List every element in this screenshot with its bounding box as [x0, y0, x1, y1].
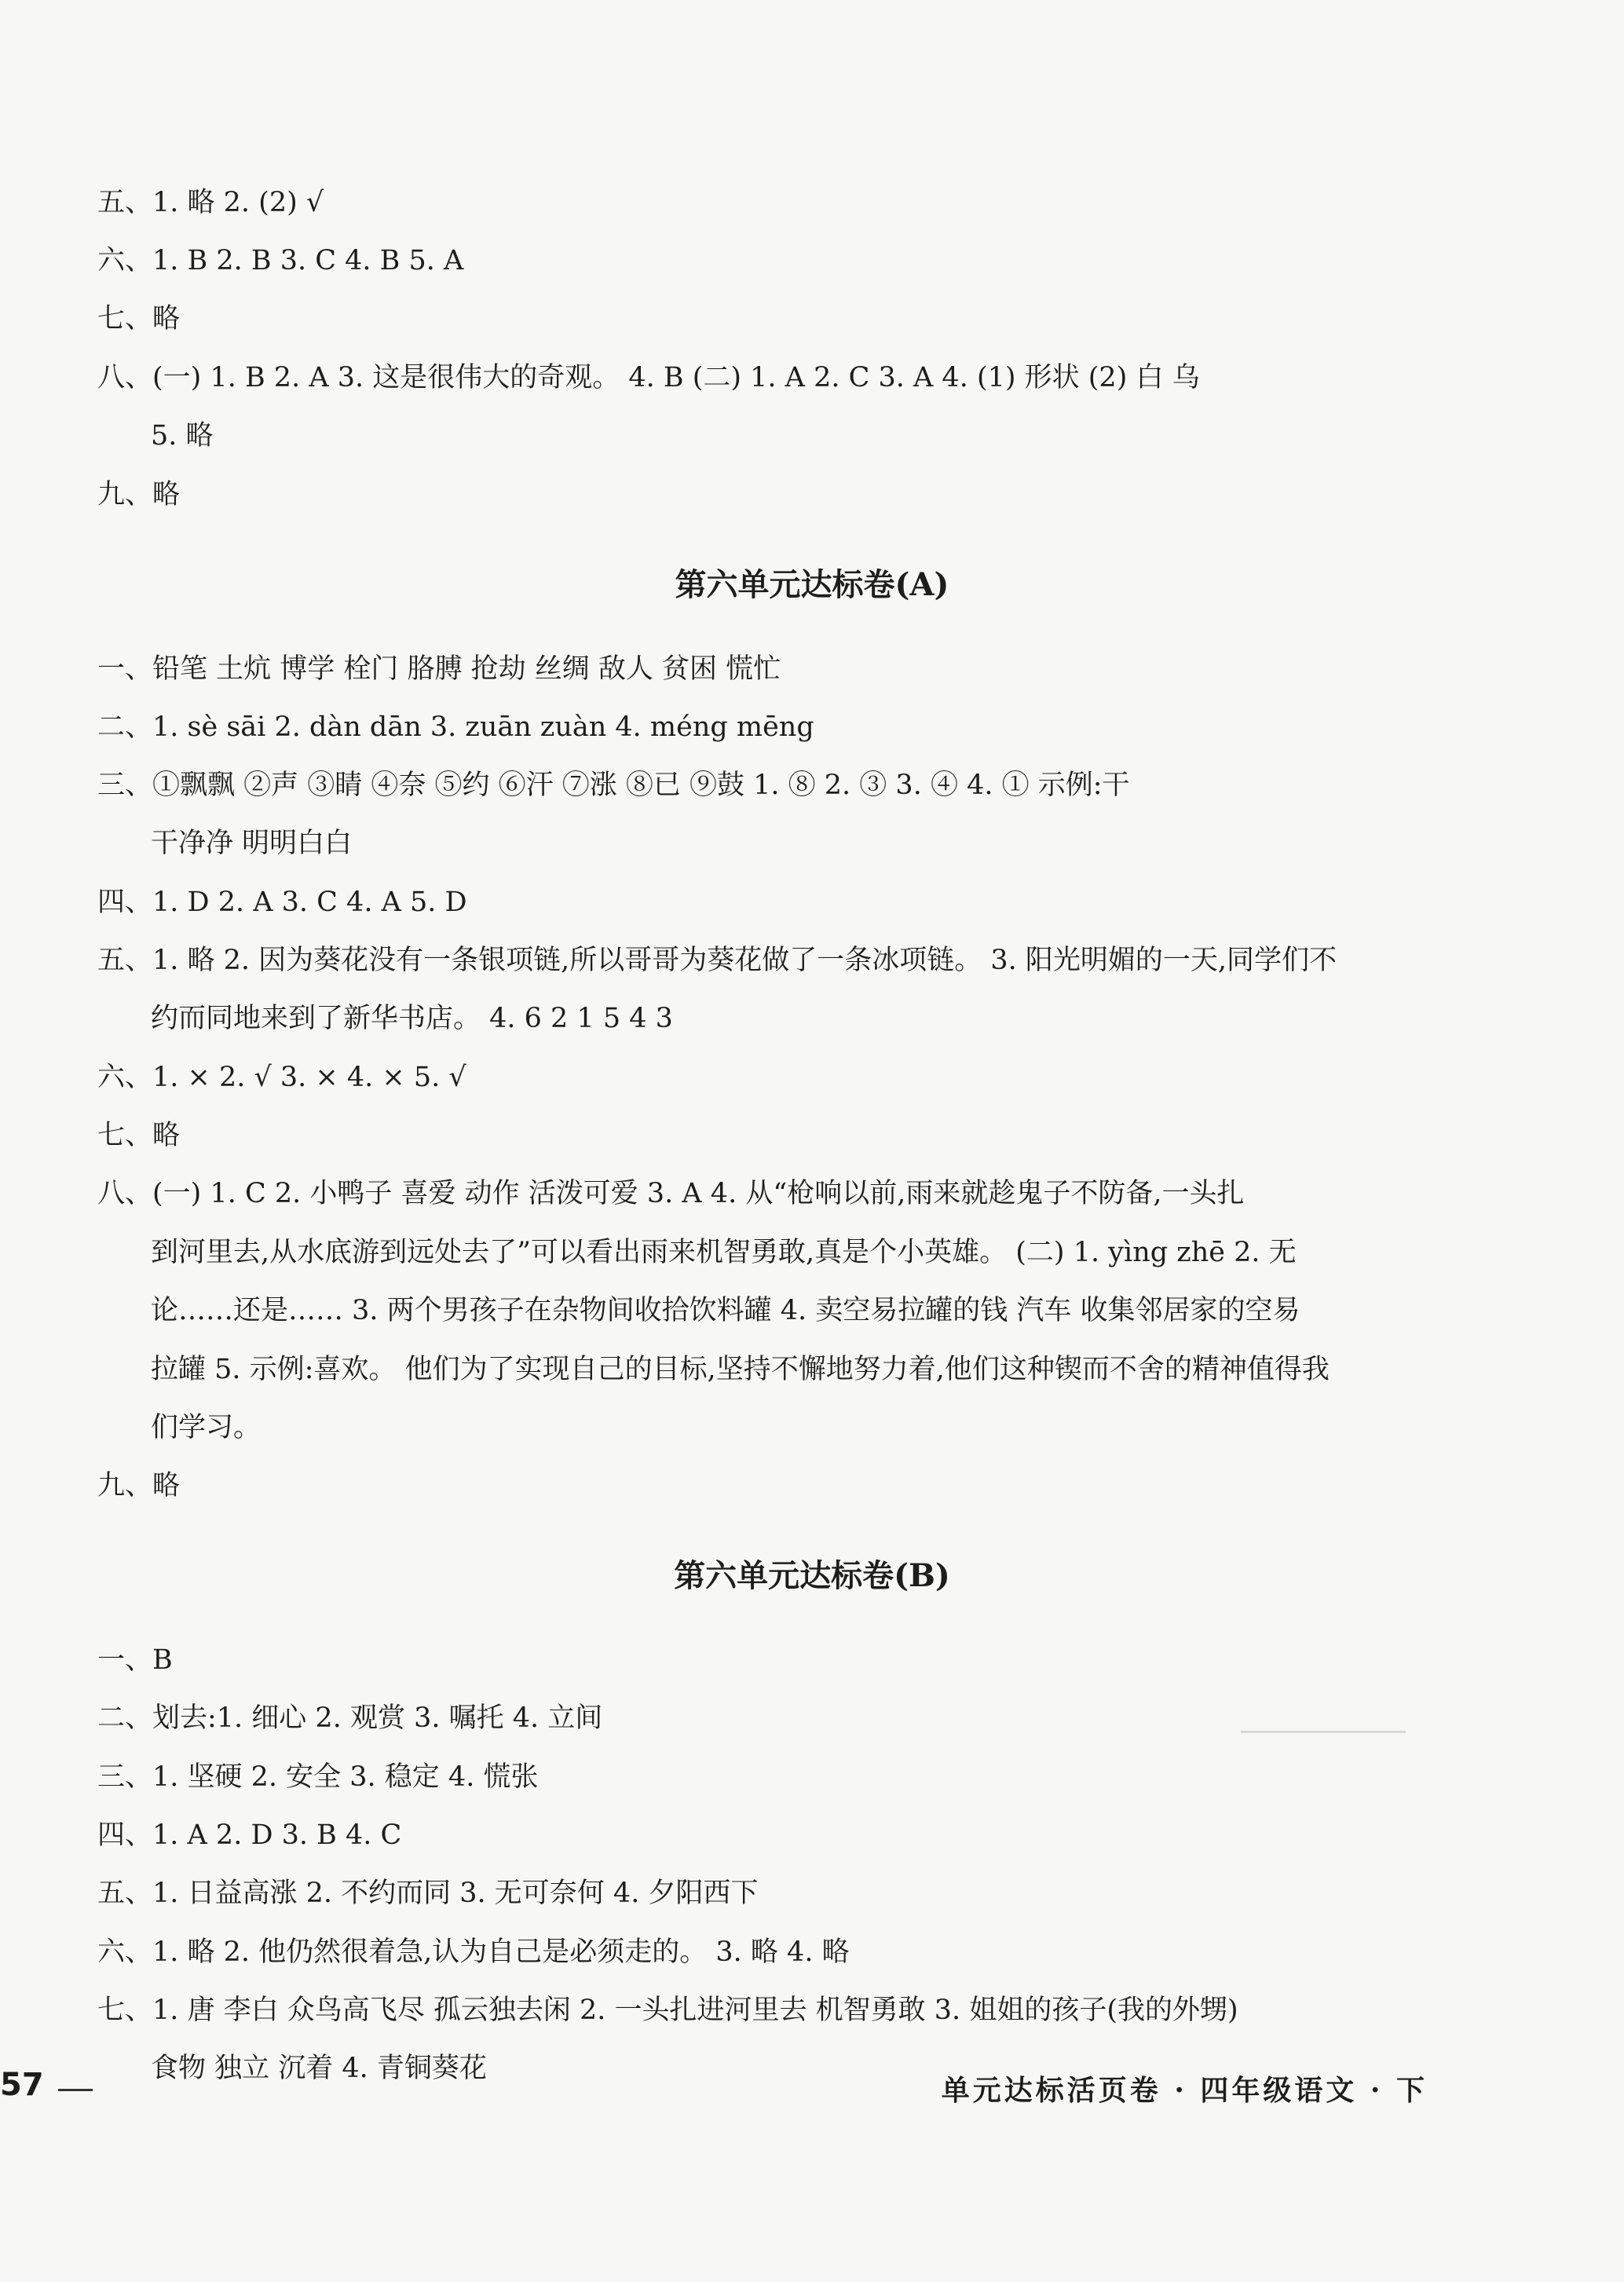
answer-line: 一、B	[97, 1644, 173, 1676]
answer-line: 七、略	[97, 1120, 181, 1151]
answer-line: 食物 独立 沉着 4. 青铜葵花	[151, 2053, 487, 2084]
answer-line: 论……还是…… 3. 两个男孩子在杂物间收拾饮料罐 4. 卖空易拉罐的钱 汽车 收集邻居家的空易	[151, 1295, 1300, 1326]
answer-line: 七、1. 唐 李白 众鸟高飞尽 孤云独去闲 2. 一头扎进河里去 机智勇敢 3. 姐姐的孩子(我的外甥)	[97, 1995, 1238, 2026]
answer-line: 五、1. 日益高涨 2. 不约而同 3. 无可奈何 4. 夕阳西下	[97, 1878, 759, 1909]
scan-mark	[1241, 1731, 1406, 1733]
section-title: 第六单元达标卷(B)	[674, 1557, 950, 1594]
book-title: 单元达标活页卷 · 四年级语文 · 下	[941, 2074, 1428, 2107]
answer-line: 四、1. D 2. A 3. C 4. A 5. D	[97, 887, 467, 918]
answer-line: 九、略	[97, 1470, 181, 1501]
answer-line: 五、1. 略 2. (2) √	[97, 187, 324, 218]
answer-line: 们学习。	[151, 1412, 262, 1443]
answer-line: 六、1. B 2. B 3. C 4. B 5. A	[97, 245, 464, 276]
answer-line: 二、划去:1. 细心 2. 观赏 3. 嘱托 4. 立间	[97, 1702, 603, 1734]
answer-line: 五、1. 略 2. 因为葵花没有一条银项链,所以哥哥为葵花做了一条冰项链。 3. 阳光明媚的一天,同学们不	[97, 945, 1337, 976]
answer-line: 5. 略	[151, 420, 214, 452]
answer-line: 四、1. A 2. D 3. B 4. C	[97, 1819, 402, 1851]
answer-line: 干净净 明明白白	[151, 828, 353, 859]
answer-line: 八、(一) 1. B 2. A 3. 这是很伟大的奇观。 4. B (二) 1. A 2. C 3. A 4. (1) 形状 (2) 白 乌	[97, 362, 1200, 393]
answer-line: 八、(一) 1. C 2. 小鸭子 喜爱 动作 活泼可爱 3. A 4. 从“枪响以前,雨来就趁鬼子不防备,一头扎	[97, 1178, 1245, 1209]
answer-line: 七、略	[97, 303, 181, 335]
answer-line: 拉罐 5. 示例:喜欢。 他们为了实现自己的目标,坚持不懈地努力着,他们这种锲而不舍的精神值得我	[151, 1354, 1330, 1385]
answer-line: 九、略	[97, 479, 181, 510]
answer-line: 三、①飘飘 ②声 ③睛 ④奈 ⑤约 ⑥汗 ⑦涨 ⑧已 ⑨鼓 1. ⑧ 2. ③ 3. ④ 4. ① 示例:干	[97, 770, 1130, 801]
answer-line: 六、1. 略 2. 他仍然很着急,认为自己是必须走的。 3. 略 4. 略	[97, 1936, 850, 1968]
answer-line: 三、1. 坚硬 2. 安全 3. 稳定 4. 慌张	[97, 1761, 539, 1793]
answer-line: 六、1. × 2. √ 3. × 4. × 5. √	[97, 1062, 466, 1093]
section-title: 第六单元达标卷(A)	[675, 566, 949, 603]
answer-line: 约而同地来到了新华书店。 4. 6 2 1 5 4 3	[151, 1003, 673, 1034]
answer-line: 二、1. sè sāi 2. dàn dān 3. zuān zuàn 4. méng mēng	[97, 711, 814, 743]
answer-line: 到河里去,从水底游到远处去了”可以看出雨来机智勇敢,真是个小英雄。 (二) 1. yìng zhē 2. 无	[151, 1237, 1297, 1268]
page-number: 57	[0, 2067, 44, 2103]
footer-divider	[58, 2089, 93, 2091]
answer-line: 一、铅笔 土炕 博学 栓门 胳膊 抢劫 丝绸 敌人 贫困 慌忙	[97, 653, 781, 685]
